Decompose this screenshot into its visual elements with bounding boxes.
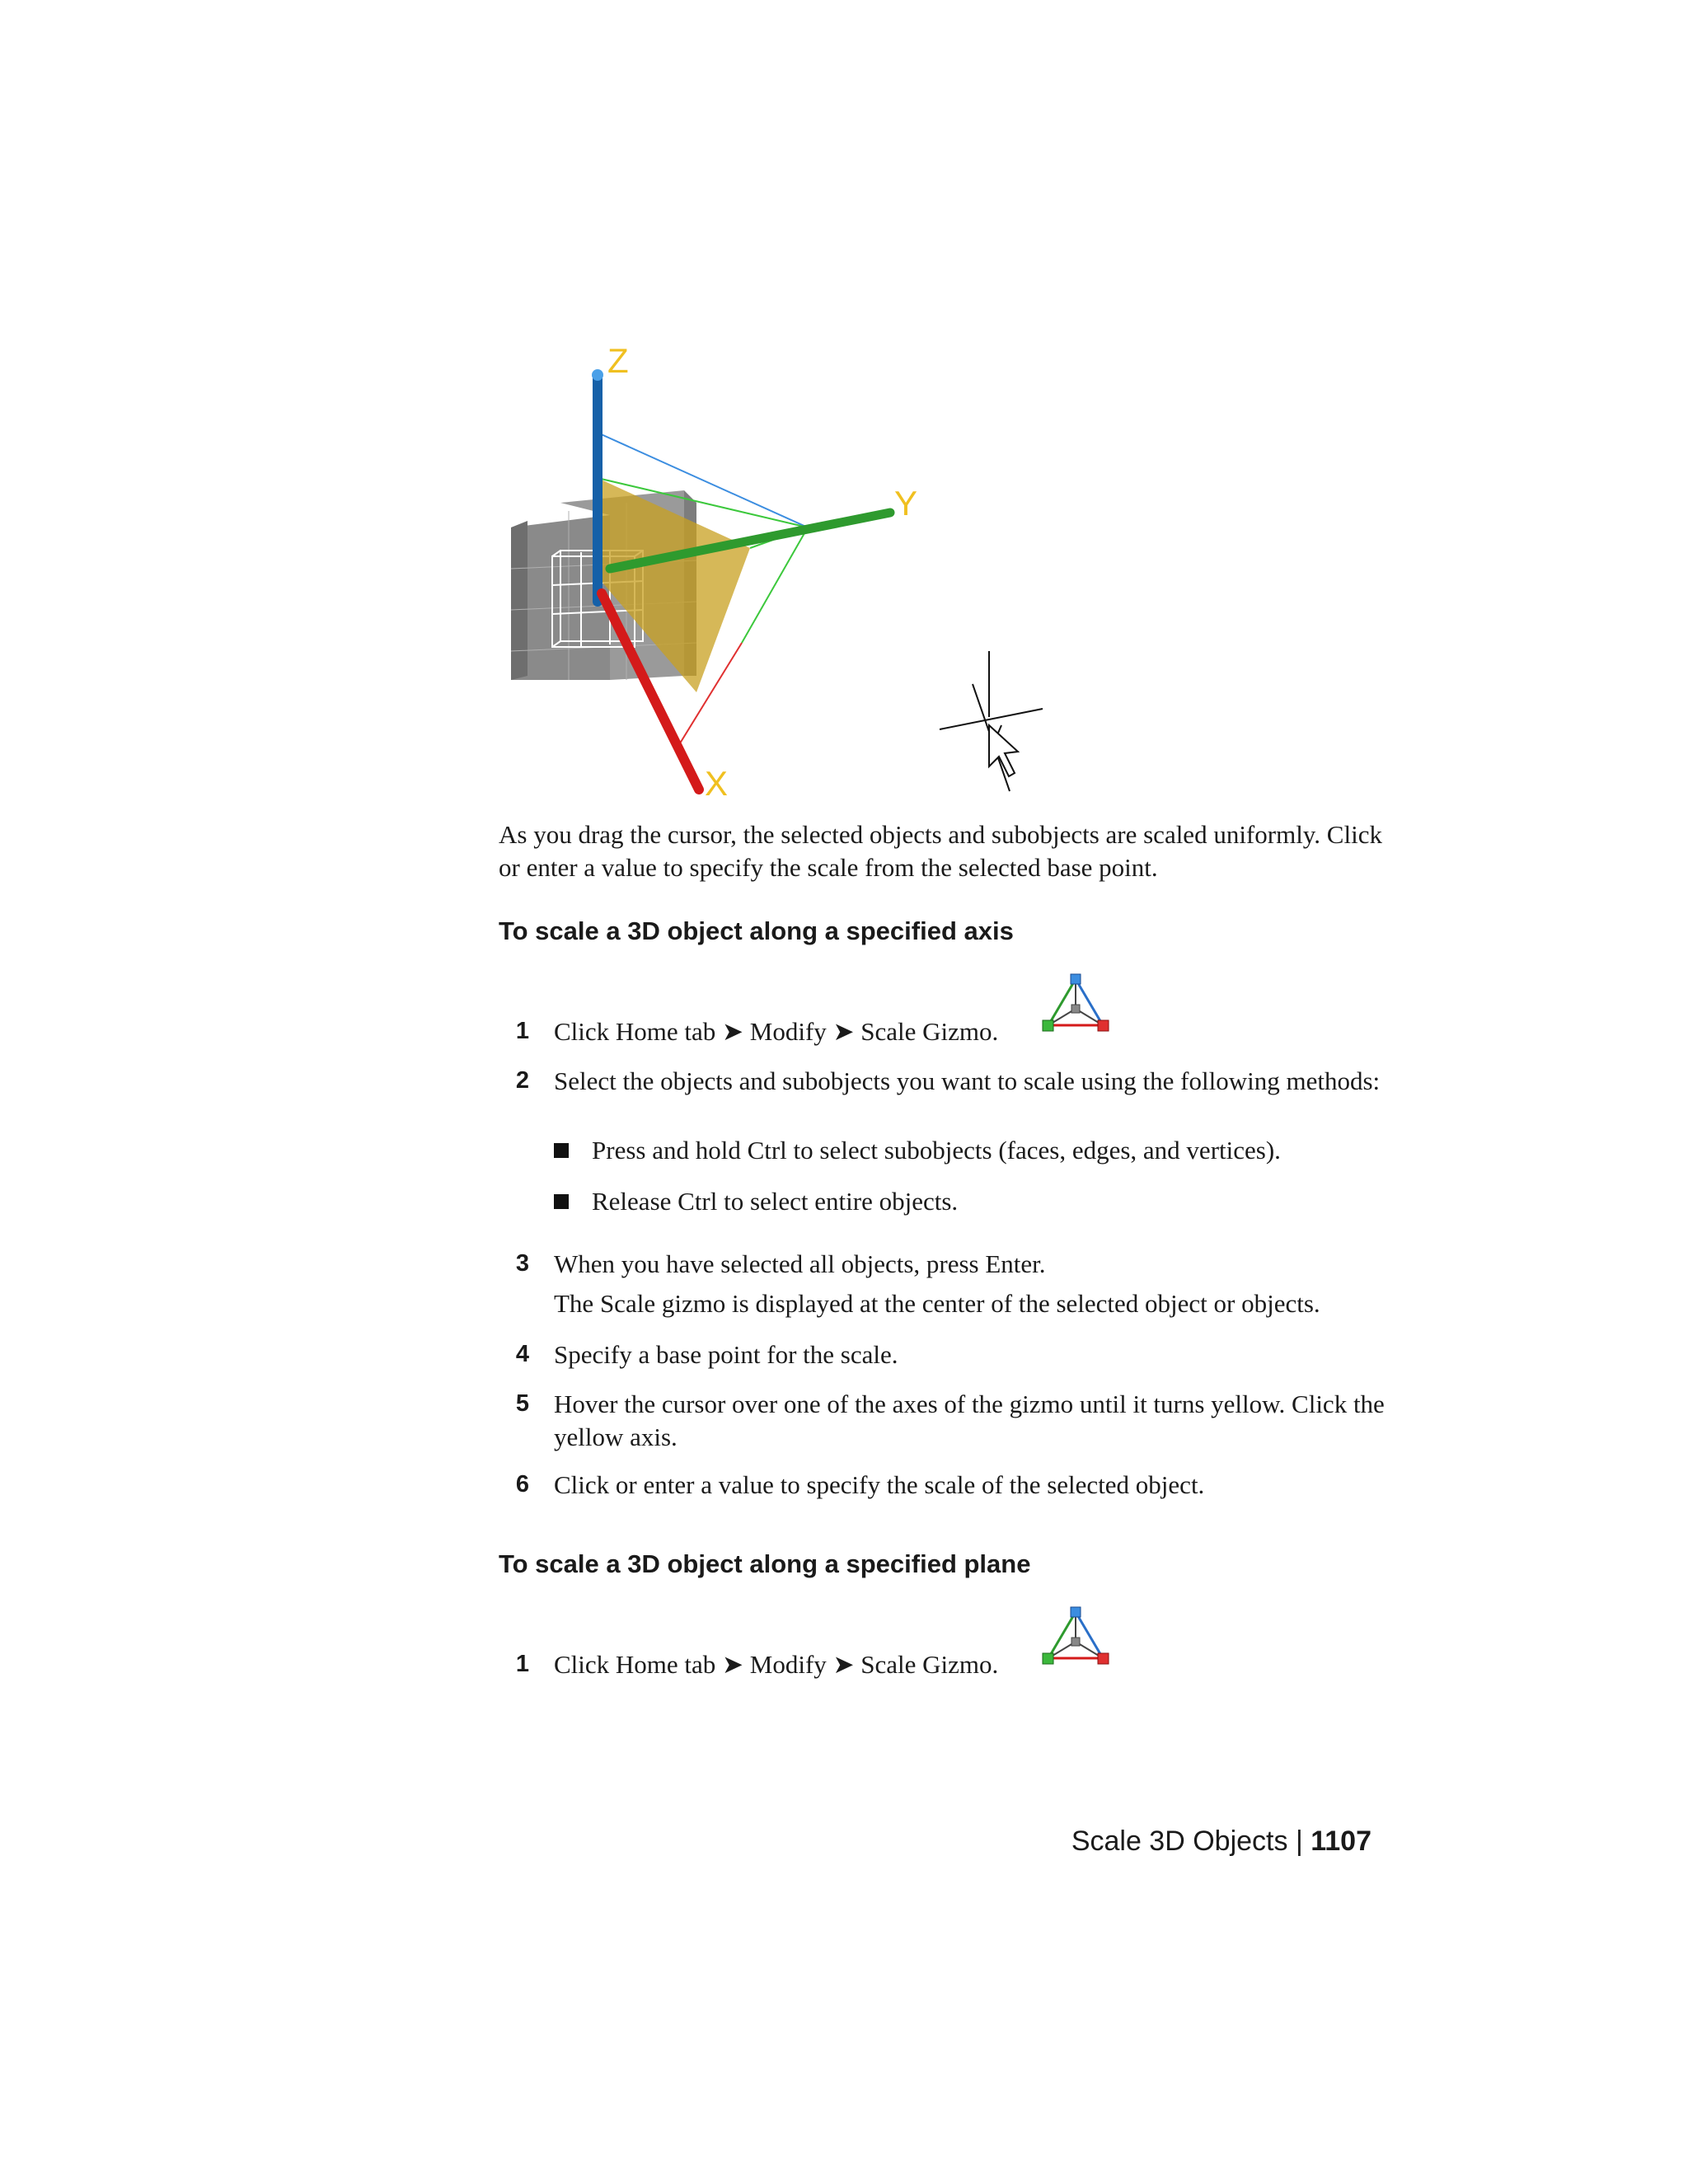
step-number: 1 [515, 1651, 530, 1677]
step-subtext: The Scale gizmo is displayed at the center of the selected object or objects. [554, 1289, 1320, 1318]
step-number: 4 [515, 1341, 530, 1367]
section-heading-plane: To scale a 3D object along a specified plane [499, 1549, 1031, 1578]
step-number: 5 [515, 1390, 530, 1417]
step-number: 2 [515, 1067, 530, 1094]
intro-paragraph: As you drag the cursor, the selected objects and subobjects are scaled uniformly. Click or enter a value to specify the scale from the selected base point. [499, 820, 1382, 882]
step-number: 1 [515, 1018, 530, 1044]
page-number: 1107 [1311, 1825, 1372, 1857]
footer-section-title: Scale 3D Objects [1071, 1825, 1288, 1857]
scale-gizmo-icon [1039, 1605, 1113, 1668]
scale-gizmo-icon [1039, 972, 1113, 1035]
step-text: Click Home tab ➤ Modify ➤ Scale Gizmo. [554, 1650, 999, 1679]
bullet-text: Release Ctrl to select entire objects. [592, 1187, 959, 1216]
arrow-cursor-icon [989, 725, 1018, 776]
footer-separator: | [1295, 1825, 1303, 1857]
step-text: Click or enter a value to specify the scale of the selected object. [554, 1470, 1205, 1499]
z-axis-tip [592, 369, 603, 381]
section-heading-axis: To scale a 3D object along a specified axis [499, 916, 1014, 945]
bullet-text: Press and hold Ctrl to select subobjects (faces, edges, and vertices). [592, 1136, 1281, 1165]
solid-box-side [511, 521, 528, 680]
gizmo-illustration [495, 330, 1071, 816]
step-number: 3 [515, 1250, 530, 1277]
bullet-marker [554, 1194, 569, 1209]
z-axis-label: Z [607, 341, 629, 380]
page-footer [1071, 1825, 1372, 1858]
step-text: Hover the cursor over one of the axes of the gizmo until it turns yellow. Click the yellow axis. [554, 1390, 1385, 1451]
x-axis-label: X [705, 764, 729, 803]
step-text: Select the objects and subobjects you want to scale using the following methods: [554, 1066, 1381, 1095]
y-axis-label: Y [894, 484, 918, 523]
step-text: Click Home tab ➤ Modify ➤ Scale Gizmo. [554, 1017, 999, 1046]
scale-gizmo-figure [495, 330, 1071, 816]
step-text: When you have selected all objects, press Enter. [554, 1249, 1046, 1278]
crosshair-cursor-icon [940, 651, 1043, 791]
step-number: 6 [515, 1471, 530, 1497]
step-text: Specify a base point for the scale. [554, 1340, 898, 1369]
bullet-marker [554, 1143, 569, 1158]
